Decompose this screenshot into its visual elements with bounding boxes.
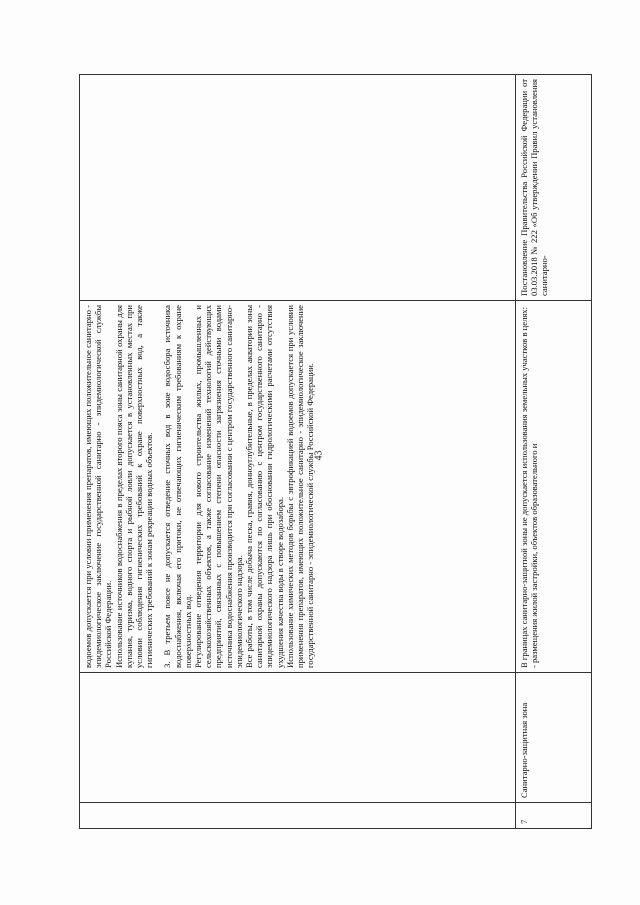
requirement-paragraph: Регулирование отведения территории для нового строительства жилых, промышленных и сельскохозяйственных объектов, а также согласование изменений технологий действующих предприятий, связанных с повышением степени опасности загрязнения сточными водами источника водоснабжения производится при согласовании с центром государственного санитарно-эпидемиологического надзора.: [193, 305, 244, 668]
page-number: 43: [313, 450, 325, 461]
row-number-cell: [80, 803, 516, 829]
requirement-paragraph: Использование химических методов борьбы с эвтрофикацией водоемов допускается при условии применения препаратов, имеющих положительное санитарно - эпидемиологическое заключение государственной санитарно - эпидемиологической службы Российской Федерации.: [284, 305, 316, 668]
zone-cell: Санитарно-защитная зона: [515, 673, 591, 803]
source-cell: [80, 75, 516, 301]
table-row: [515, 75, 591, 829]
requirements-cell: [80, 301, 516, 673]
zone-cell: [80, 673, 516, 803]
requirement-paragraph: В границах санитарно-защитной зоны не допускается использования земельных участков в целях:: [518, 307, 529, 668]
requirements-cell: [515, 301, 591, 673]
rotated-table-wrapper: [79, 75, 592, 829]
table-row: [80, 75, 516, 829]
requirement-paragraph: - размещения жилой застройки, объектов образовательного и: [528, 443, 539, 668]
requirement-paragraph: водоемов допускается при условии применения препаратов, имеющих положительное санитарно - эпидемиологическое заключение государственной санитарно - эпидемиологической службы Российской Федерации.: [83, 305, 114, 668]
requirement-paragraph: 3. В третьем поясе не допускается отведение сточных вод в зоне водосбора источника водоснабжения, включая его притоки, не отвечающих гигиеническим требованиям к охране поверхностных вод.: [162, 305, 193, 668]
requirement-paragraph: Использование источников водоснабжения в пределах второго пояса зоны санитарной охраны для купания, туризма, водного спорта и рыбной ловли допускается в установленных местах при условии соблюдения гигиенических требований к охране поверхностных вод, а также гигиенических требований к зонам рекреации водных объектов.: [113, 305, 155, 668]
source-cell: Постановление Правительства Российской Федерации от 03.03.2018 № 222 «Об утверждении Правил установления санитарно-: [515, 75, 591, 301]
regulations-table: [79, 74, 592, 829]
row-number-cell: 7: [515, 803, 591, 829]
requirement-paragraph: Все работы, в том числе добыча песка, гравия, донноуглубительные, в пределах акватории зоны санитарной охраны допускаются по согласованию с центром государственного санитарно - эпидемиологического надзора лишь при обосновании гидрологическими расчетами отсутствия ухудшения качества воды в створе водозабора.: [244, 305, 285, 668]
